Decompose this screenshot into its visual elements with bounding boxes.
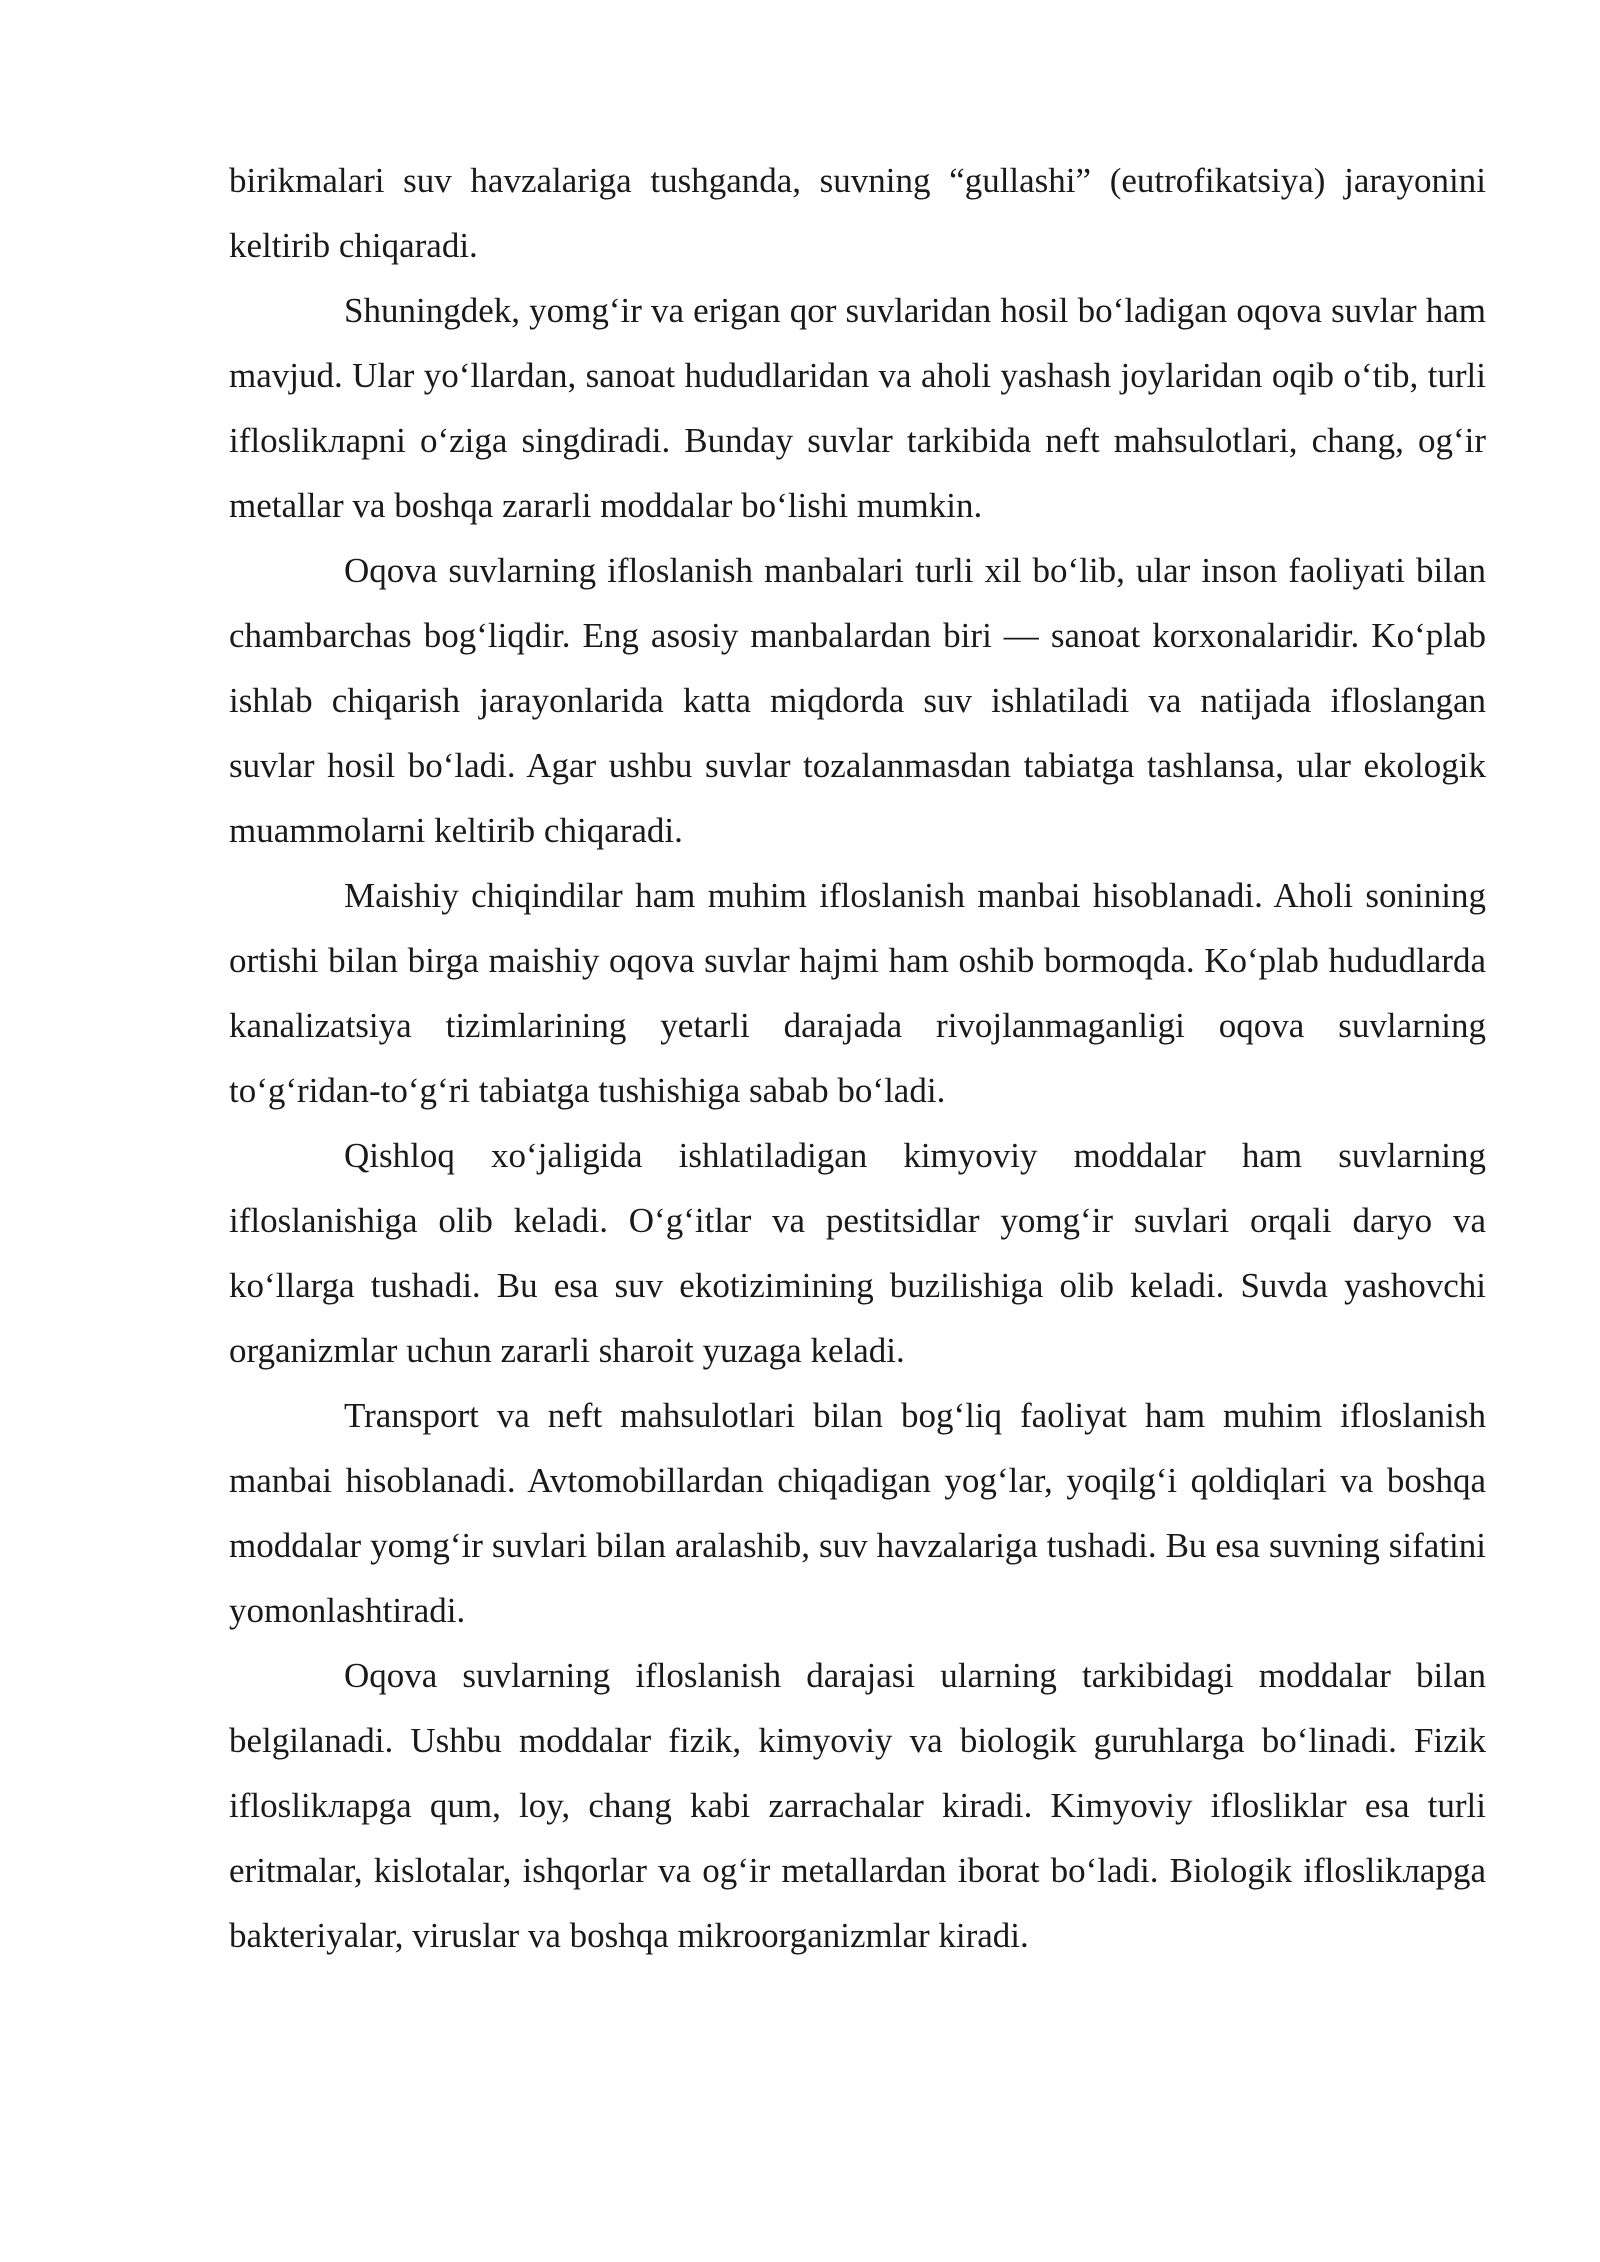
paragraph-pollution-levels: Oqova suvlarning ifloslanish darajasi ularning tarkibidagi moddalar bilan belgilanadi. Ushbu moddalar fizik, kimyoviy va biologik guruhlarga bo‘linadi. Fizik ifloslikларga qum, loy, chang kabi zarrachalar kiradi. Kimyoviy iflosliklar esa turli eritmalar, kislotalar, ishqorlar va og‘ir metallardan iborat bo‘ladi. Biologik ifloslikларga bakteriyalar, viruslar va boshqa mikroorganizmlar kiradi. <box>229 1656 1486 1955</box>
paragraph-agriculture: Qishloq xo‘jaligida ishlatiladigan kimyoviy moddalar ham suvlarning ifloslanishiga olib keladi. O‘g‘itlar va pestitsidlar yomg‘ir suvlari orqali daryo va ko‘llarga tushadi. Bu esa suv ekotizimining buzilishiga olib keladi. Suvda yashovchi organizmlar uchun zararli sharoit yuzaga keladi. <box>229 1136 1486 1370</box>
paragraph-transport: Transport va neft mahsulotlari bilan bog‘liq faoliyat ham muhim ifloslanish manbai hisoblanadi. Avtomobillardan chiqadigan yog‘lar, yoqilg‘i qoldiqlari va boshqa moddalar yomg‘ir suvlari bilan aralashib, suv havzalariga tushadi. Bu esa suvning sifatini yomonlashtiradi. <box>229 1396 1486 1630</box>
paragraph-pollution-sources: Oqova suvlarning ifloslanish manbalari turli xil bo‘lib, ular inson faoliyati bilan chambarchas bog‘liqdir. Eng asosiy manbalardan biri — sanoat korxonalaridir. Ko‘plab ishlab chiqarish jarayonlarida katta miqdorda suv ishlatiladi va natijada ifloslangan suvlar hosil bo‘ladi. Agar ushbu suvlar tozalanmasdan tabiatga tashlansa, ular ekologik muammolarni keltirib chiqaradi. <box>229 551 1486 850</box>
document-body <box>229 148 1486 1968</box>
paragraph-household-waste: Maishiy chiqindilar ham muhim ifloslanish manbai hisoblanadi. Aholi sonining ortishi bilan birga maishiy oqova suvlar hajmi ham oshib bormoqda. Ko‘plab hududlarda kanalizatsiya tizimlarining yetarli darajada rivojlanmaganligi oqova suvlarning to‘g‘ridan-to‘g‘ri tabiatga tushishiga sabab bo‘ladi. <box>229 876 1486 1110</box>
paragraph-continuation: birikmalari suv havzalariga tushganda, suvning “gullashi” (eutrofikatsiya) jarayonini keltirib chiqaradi. <box>229 161 1486 265</box>
paragraph-rain-snow-wastewater: Shuningdek, yomg‘ir va erigan qor suvlaridan hosil bo‘ladigan oqova suvlar ham mavjud. Ular yo‘llardan, sanoat hududlaridan va aholi yashash joylaridan oqib o‘tib, turli ifloslikларni o‘ziga singdiradi. Bunday suvlar tarkibida neft mahsulotlari, chang, og‘ir metallar va boshqa zararli moddalar bo‘lishi mumkin. <box>229 291 1486 525</box>
